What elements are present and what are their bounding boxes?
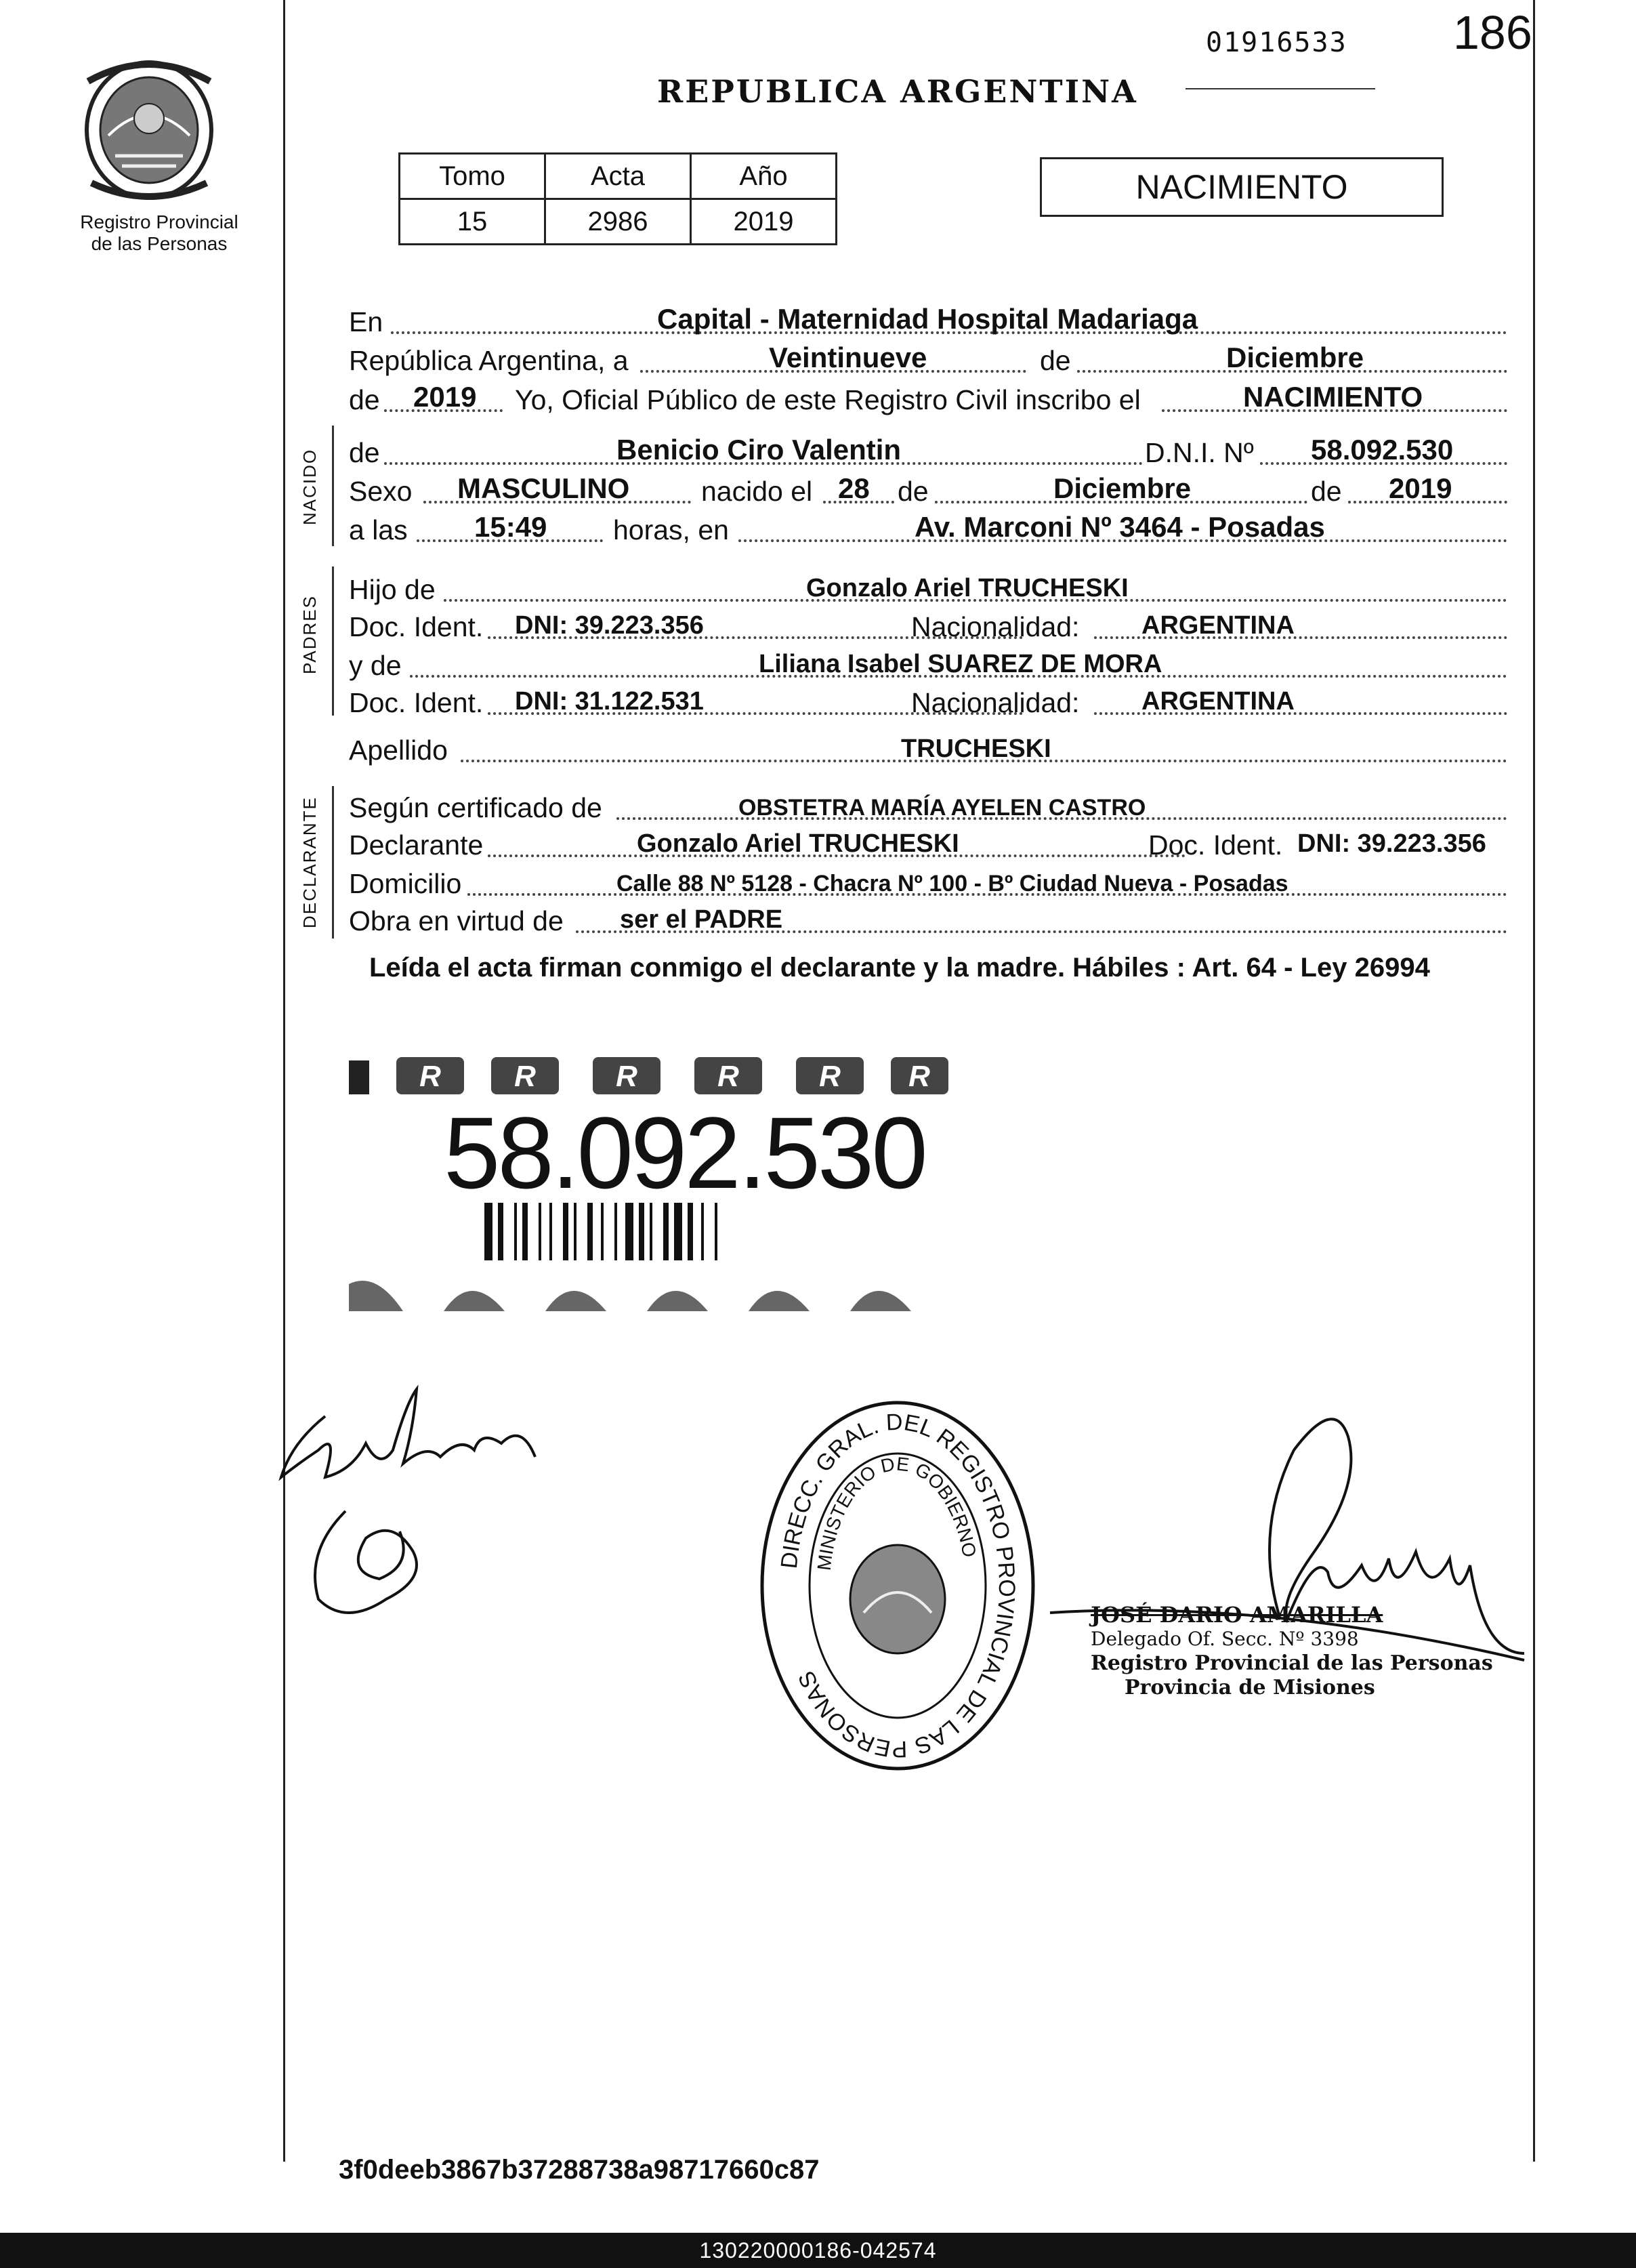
footer-document-id: 130220000186-042574 (699, 2238, 937, 2263)
official-block (1091, 1603, 1493, 1700)
official-org: Registro Provincial de las Personas (1091, 1651, 1493, 1675)
meta-header-tomo: Tomo (400, 154, 545, 199)
value-obra: ser el PADRE (620, 905, 783, 934)
label-y-de: y de (349, 650, 402, 681)
label-yo-oficial: Yo, Oficial Público de este Registro Civil inscribo el (515, 384, 1141, 415)
registry-caption-line1: Registro Provincial (80, 211, 238, 232)
svg-text:R: R (514, 1060, 536, 1093)
sticker-bottom-logos (349, 1281, 911, 1311)
label-doc-ident-padre: Doc. Ident. (349, 611, 484, 642)
value-sexo: MASCULINO (457, 472, 630, 504)
value-dia-letras: Veintinueve (769, 342, 927, 373)
label-de-anio: de (349, 384, 380, 415)
label-segun-certificado: Según certificado de (349, 792, 602, 823)
label-dni: D.N.I. Nº (1145, 437, 1254, 468)
value-madre-doc: DNI: 31.122.531 (515, 687, 704, 716)
official-title: Delegado Of. Secc. Nº 3398 (1091, 1628, 1359, 1650)
label-horas-en: horas, en (613, 514, 729, 545)
declarant-signature (278, 1376, 603, 1633)
r-logo-letter: R (419, 1060, 441, 1093)
label-de-nombre: de (349, 437, 380, 468)
row-padre (349, 568, 1507, 609)
value-nombre: Benicio Ciro Valentin (616, 434, 902, 466)
meta-header-anio: Año (691, 154, 837, 199)
value-domicilio: Calle 88 Nº 5128 - Chacra Nº 100 - Bº Ciudad Nueva - Posadas (616, 871, 1288, 896)
label-hijo-de: Hijo de (349, 574, 436, 605)
label-doc-ident-madre: Doc. Ident. (349, 687, 484, 718)
meta-value-row (400, 199, 837, 245)
value-declarante-doc: DNI: 39.223.356 (1297, 829, 1486, 858)
value-padre-nac: ARGENTINA (1141, 611, 1295, 640)
value-dni-nacido: 58.092.530 (1311, 434, 1454, 466)
svg-text:R: R (908, 1060, 930, 1093)
label-a-las: a las (349, 514, 408, 545)
row-declarante (349, 823, 1507, 864)
serial-number: 01916533 (1206, 27, 1347, 58)
value-apellido: TRUCHESKI (901, 735, 1051, 763)
value-lugar-nac: Av. Marconi Nº 3464 - Posadas (915, 511, 1325, 543)
value-certificado: OBSTETRA MARÍA AYELEN CASTRO (738, 795, 1146, 821)
meta-value-acta: 2986 (545, 199, 691, 245)
label-nacido-el: nacido el (701, 476, 813, 507)
r-logo-icon (396, 1057, 464, 1094)
group-bar-declarante (332, 786, 334, 939)
svg-text:R: R (717, 1060, 739, 1093)
stamp-inner-text: MINISTERIO DE GOBIERNO (813, 1453, 980, 1572)
value-mes: Diciembre (1226, 342, 1364, 373)
divider (1186, 88, 1375, 89)
side-label-padres: PADRES (299, 595, 320, 674)
row-obra (349, 899, 1507, 940)
meta-header-row (400, 154, 837, 199)
svg-text:R: R (819, 1060, 841, 1093)
row-madre (349, 644, 1507, 684)
label-obra-en-virtud: Obra en virtud de (349, 905, 564, 936)
side-label-declarante: DECLARANTE (299, 796, 320, 928)
value-mes-nac: Diciembre (1053, 472, 1192, 504)
registry-caption-line2: de las Personas (91, 233, 228, 254)
meta-header-acta: Acta (545, 154, 691, 199)
value-declarante: Gonzalo Ariel TRUCHESKI (637, 829, 959, 858)
label-de-dia: de (898, 476, 929, 507)
row-lugar (349, 300, 1507, 341)
registry-caption (51, 211, 268, 255)
closing-statement: Leída el acta firman conmigo el declarante y la madre. Hábiles : Art. 64 - Ley 26994 (369, 953, 1430, 983)
official-name: JOSÉ DARIO AMARILLA (1091, 1602, 1383, 1628)
row-certificado (349, 786, 1507, 827)
label-doc-ident-declarante: Doc. Ident. (1148, 829, 1283, 861)
svg-text:R: R (616, 1060, 637, 1093)
value-anio-nac: 2019 (1389, 472, 1452, 504)
row-hora (349, 508, 1507, 549)
left-margin-line (283, 0, 285, 2162)
sticker-top-logos (349, 1057, 948, 1094)
label-declarante: Declarante (349, 829, 484, 861)
meta-value-anio: 2019 (691, 199, 837, 245)
label-republica: República Argentina, a (349, 345, 629, 376)
row-nombre (349, 431, 1507, 472)
row-apellido (349, 728, 1507, 769)
value-padre: Gonzalo Ariel TRUCHESKI (806, 574, 1129, 602)
official-province: Provincia de Misiones (1125, 1676, 1375, 1699)
row-padre-doc (349, 605, 1507, 646)
value-madre: Liliana Isabel SUAREZ DE MORA (759, 650, 1162, 678)
row-sexo (349, 470, 1507, 510)
label-sexo: Sexo (349, 476, 413, 507)
sticker-dni-number: 58.092.530 (444, 1096, 925, 1210)
label-en: En (349, 306, 383, 337)
record-type-box: NACIMIENTO (1040, 157, 1444, 217)
value-anio: 2019 (413, 381, 477, 413)
document-hash: 3f0deeb3867b37288738a98717660c87 (339, 2155, 820, 2185)
label-nacionalidad-padre: Nacionalidad: (911, 611, 1080, 642)
row-inscripcion (349, 378, 1507, 419)
meta-value-tomo: 15 (400, 199, 545, 245)
meta-table (398, 152, 837, 245)
group-bar-nacido (332, 426, 334, 546)
label-domicilio: Domicilio (349, 868, 462, 899)
row-domicilio (349, 862, 1507, 903)
value-padre-doc: DNI: 39.223.356 (515, 611, 704, 640)
row-fecha (349, 339, 1507, 379)
value-hora: 15:49 (474, 511, 547, 543)
label-de-anio2: de (1311, 476, 1342, 507)
group-bar-padres (332, 566, 334, 716)
provincial-seal-icon (75, 54, 224, 203)
country-title: REPUBLICA ARGENTINA (657, 73, 1138, 110)
label-de-mes: de (1040, 345, 1071, 376)
value-madre-nac: ARGENTINA (1141, 687, 1295, 716)
value-dia-nac: 28 (838, 472, 870, 504)
label-nacionalidad-madre: Nacionalidad: (911, 687, 1080, 718)
stamp-outer-text: DIRECC. GRAL. DEL REGISTRO PROVINCIAL DE LAS PERSONAS (776, 1409, 1020, 1762)
value-acto: NACIMIENTO (1243, 381, 1423, 413)
right-margin-line (1533, 0, 1535, 2162)
page-number: 186 (1453, 6, 1532, 59)
side-label-nacido: NACIDO (299, 448, 320, 525)
value-lugar: Capital - Maternidad Hospital Madariaga (657, 303, 1198, 335)
label-apellido: Apellido (349, 735, 448, 766)
row-madre-doc (349, 681, 1507, 722)
